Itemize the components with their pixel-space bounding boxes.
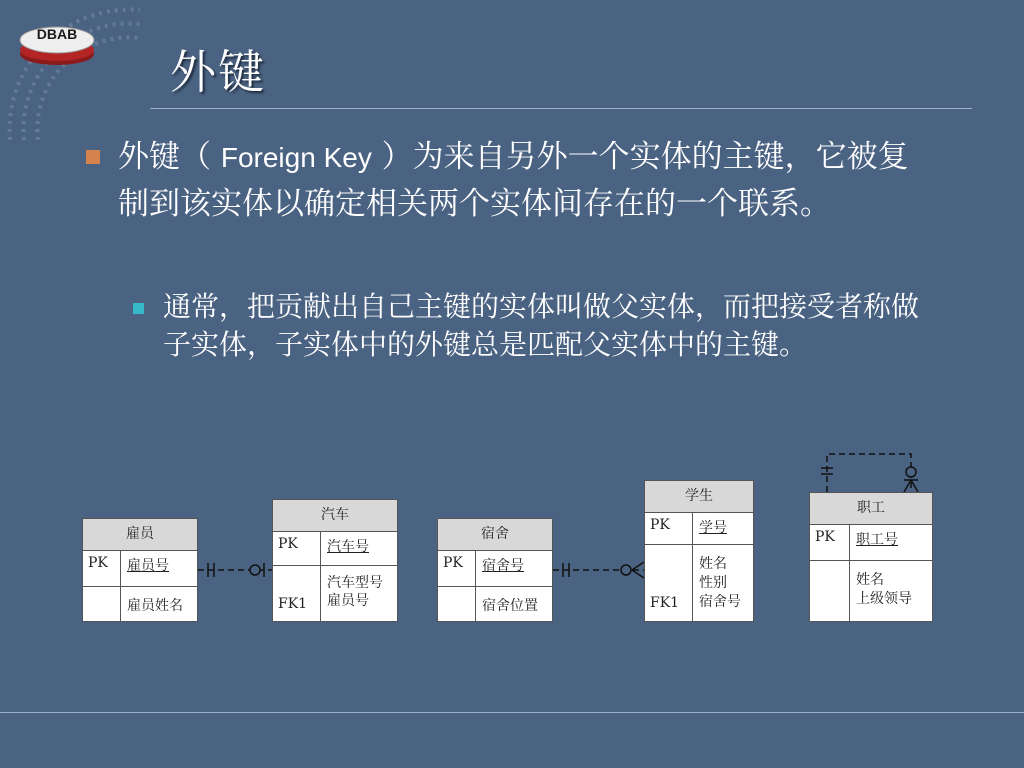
entity-dorm-name: 宿舍	[438, 519, 552, 551]
attr-field: 汽车型号	[327, 575, 383, 591]
entity-staff-pk-row	[810, 525, 932, 561]
entity-dorm-pk-row	[438, 551, 552, 587]
definition-part2: ）为来自另外一个实体的主键，它被复制到该实体以确定相关两个实体间存在的一个联系。	[118, 139, 909, 222]
bullet-marker-orange	[86, 150, 100, 164]
entity-dorm	[437, 518, 553, 622]
pk-field: 宿舍号	[482, 558, 524, 574]
entity-employee-attr-row	[83, 587, 197, 621]
attr-field: 上级领导	[856, 591, 912, 607]
pk-label: PK	[810, 525, 850, 560]
entity-car	[272, 499, 398, 622]
attr-field: 宿舍位置	[482, 598, 538, 614]
fk-field: 雇员号	[327, 593, 369, 609]
entity-car-pk-row	[273, 532, 397, 566]
entity-car-attr-row	[273, 566, 397, 621]
pk-field: 雇员号	[127, 558, 169, 574]
entity-student	[644, 480, 754, 622]
attr-field: 性别	[699, 575, 727, 591]
entity-dorm-attr-row	[438, 587, 552, 621]
attr-field: 姓名	[856, 572, 884, 588]
entity-employee-pk-row	[83, 551, 197, 587]
pk-field: 学号	[699, 520, 727, 536]
foreign-key-definition	[118, 134, 918, 227]
footer-divider	[0, 712, 1024, 713]
pk-label: PK	[645, 513, 693, 544]
fk-label: FK1	[273, 566, 321, 621]
entity-car-name: 汽车	[273, 500, 397, 532]
entity-staff-attr-row	[810, 561, 932, 621]
entity-student-pk-row	[645, 513, 753, 545]
attr-field: 雇员姓名	[127, 598, 183, 614]
pk-label: PK	[438, 551, 476, 586]
pk-label: PK	[83, 551, 121, 586]
entity-staff	[809, 492, 933, 622]
entity-employee-name: 雇员	[83, 519, 197, 551]
parent-child-explanation: 通常，把贡献出自己主键的实体叫做父实体，而把接受者称做子实体，子实体中的外键总是匹配父实体中的主键。	[163, 290, 920, 361]
page-title: 外键	[170, 45, 266, 99]
title-divider	[150, 108, 972, 109]
pk-field: 汽车号	[327, 539, 369, 555]
fk-field: 宿舍号	[699, 594, 741, 610]
pk-label: PK	[273, 532, 321, 565]
fk-label: FK1	[645, 545, 693, 621]
logo-label: DBAB	[36, 26, 78, 42]
entity-student-name: 学生	[645, 481, 753, 513]
entity-student-attr-row	[645, 545, 753, 621]
pk-field: 职工号	[856, 532, 898, 548]
bullet-marker-cyan	[133, 303, 144, 314]
definition-part1: 外键（	[118, 139, 221, 175]
entity-employee	[82, 518, 198, 622]
er-diagram	[0, 440, 1024, 640]
definition-english: Foreign Key	[220, 142, 372, 173]
entity-staff-name: 职工	[810, 493, 932, 525]
attr-field: 姓名	[699, 556, 727, 572]
